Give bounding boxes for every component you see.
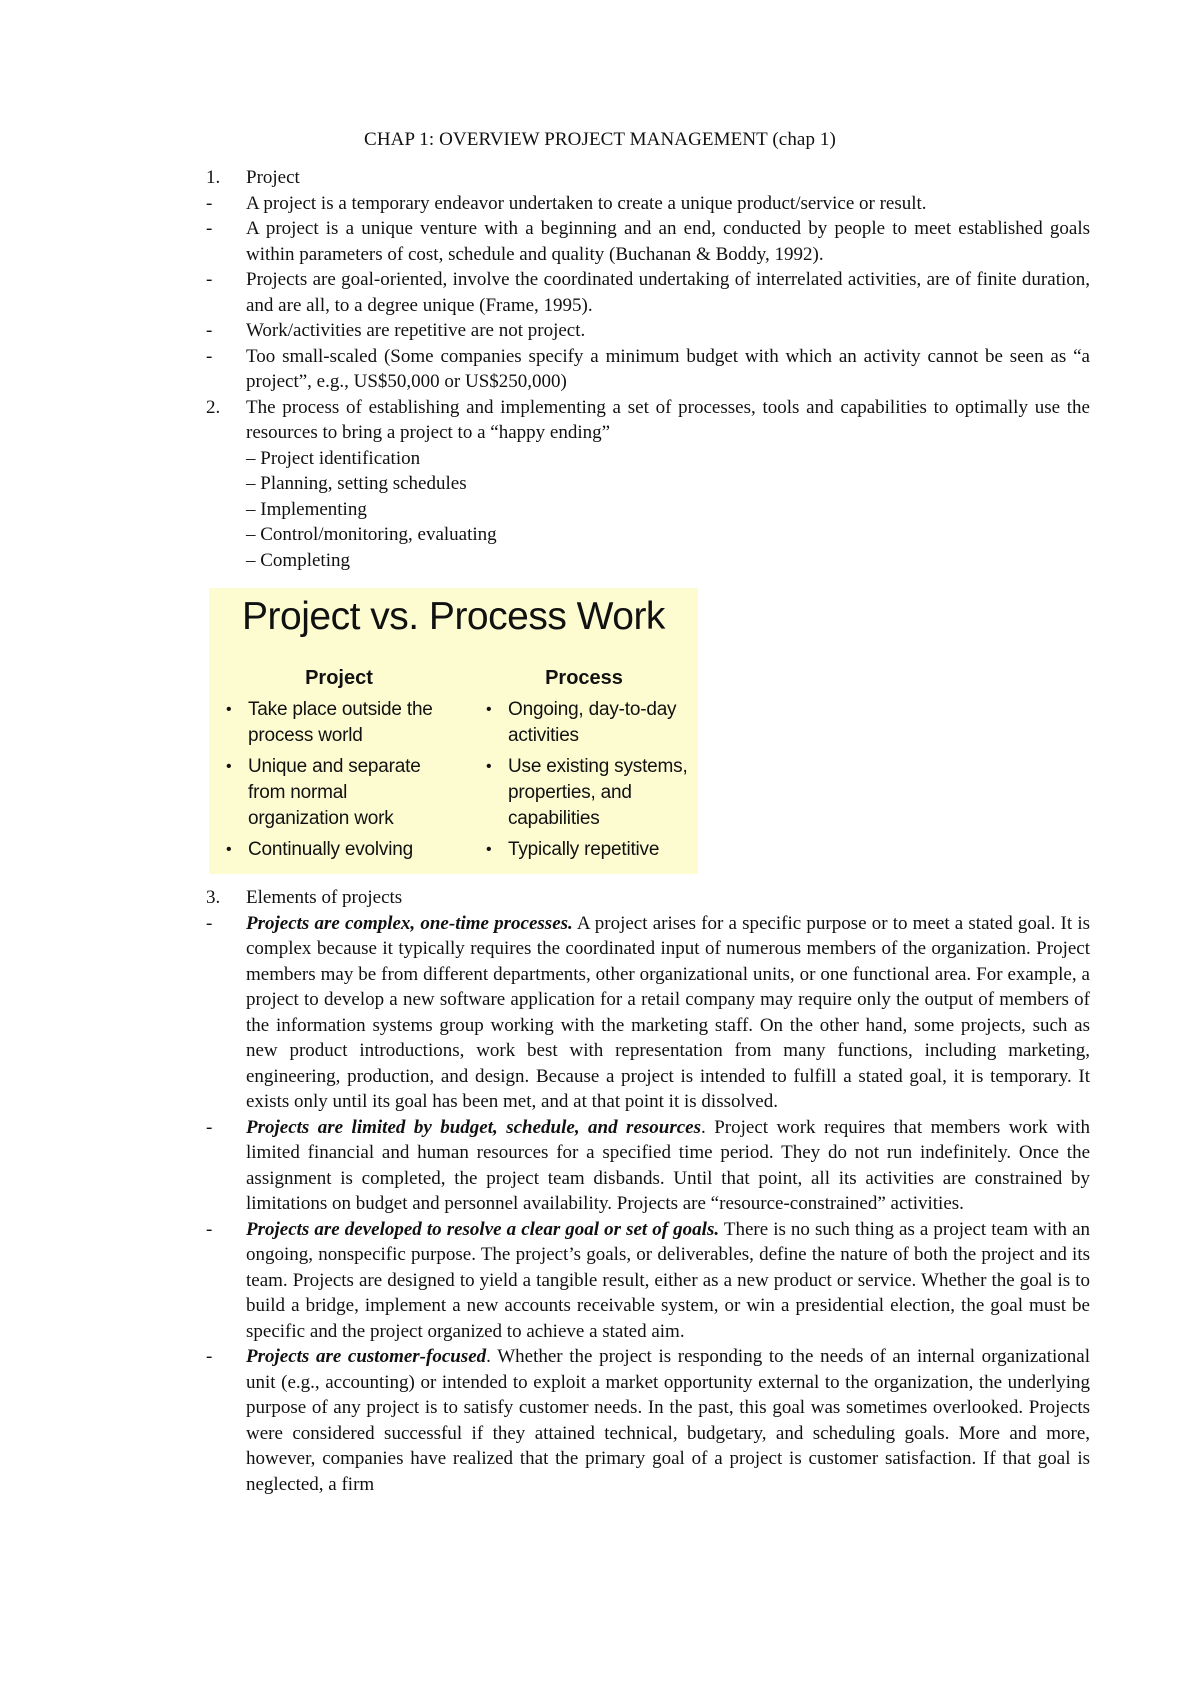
bullet-text: Projects are goal-oriented, involve the coordinated undertaking of interrelated activities, are of finite duration, and are all, to a degree unique (Frame, 1995). [246, 269, 1090, 316]
bullet-text: Work/activities are repetitive are not project. [246, 320, 586, 341]
bullet-dot: • [486, 841, 492, 858]
bullet-dash: - [206, 192, 213, 214]
section-project [206, 165, 1090, 573]
element-lead: Projects are limited by budget, schedule, and resources [246, 1116, 702, 1138]
bullet-dash: - [206, 1218, 213, 1240]
list-item [206, 216, 1090, 267]
bullet-dash: - [206, 320, 213, 341]
process-step: – Planning, setting schedules [246, 473, 467, 494]
process-step: – Completing [246, 549, 350, 571]
list-item [206, 318, 1090, 344]
list-item-text: Typically repetitive [508, 839, 660, 860]
list-item [219, 837, 449, 863]
section-text: The process of establishing and implementing a set of processes, tools and capabilities to optimally use the resources to bring a project to a “happy ending” [246, 396, 1090, 443]
process-column [479, 666, 694, 868]
bullet-dot: • [486, 758, 492, 775]
element-text: A project arises for a specific purpose or to meet a stated goal. It is complex because it typically requires the coordinated input of numerous members of the organization. Project members may be from different departments, other organizational units, or one functional area. For example, a project to develop a new software application for a retail company may require only the output of members of the information systems group working with the marketing staff. On the other hand, some projects, such as new product introductions, work best with representation from many functions, including marketing, engineering, production, and design. Because a project is intended to fulfill a stated goal, it is temporary. It exists only until its goal has been met, and at that point it is dissolved. [246, 912, 1090, 1112]
bullet-dash: - [206, 1346, 213, 1367]
process-step: – Project identification [246, 447, 421, 469]
column-heading: Project [305, 667, 373, 689]
list-number: 1. [206, 167, 221, 188]
section-heading: Elements of projects [246, 887, 403, 908]
project-list [219, 697, 449, 863]
element-lead: Projects are complex, one-time processes. [246, 912, 573, 934]
page-title: CHAP 1: OVERVIEW PROJECT MANAGEMENT (chap 1) [364, 129, 836, 150]
list-item-text: Use existing systems, properties, and capabilities [508, 756, 688, 829]
list-item [219, 697, 449, 749]
list-item-text: Ongoing, day-to-day activities [508, 699, 677, 746]
bullet-dash: - [206, 912, 213, 934]
numbered-item-process [206, 395, 1090, 446]
list-number: 2. [206, 396, 221, 418]
section-elements [206, 885, 1090, 1497]
process-list [479, 697, 694, 863]
list-item-text: Unique and separate from normal organization work [248, 756, 421, 829]
bullet-dash: - [206, 1116, 213, 1138]
list-item [206, 911, 1090, 1115]
list-item-text: Continually evolving [248, 839, 413, 860]
list-item [219, 754, 449, 832]
bullet-dot: • [226, 841, 232, 858]
list-item [479, 697, 694, 749]
figure-title: Project vs. Process Work [242, 595, 665, 638]
bullet-text: A project is a unique venture with a beginning and an end, conducted by people to meet established goals within parameters of cost, schedule and quality (Buchanan & Boddy, 1992). [246, 218, 1090, 265]
project-vs-process-figure [209, 588, 698, 874]
list-item-text: Take place outside the process world [248, 699, 433, 746]
list-item [206, 267, 1090, 318]
list-item [479, 837, 694, 863]
bullet-dash: - [206, 218, 213, 239]
element-text: There is no such thing as a project team with an ongoing, nonspecific purpose. The project’s goals, or deliverables, define the nature of both the project and its team. Projects are designed to yield a tangible result, either as a new product or service. Whether the goal is to build a bridge, implement a new accounts receivable system, or win a presidential election, the goal must be specific and the project organized to achieve a stated aim. [246, 1218, 1090, 1342]
list-number: 3. [206, 887, 221, 908]
process-step: – Implementing [246, 498, 367, 520]
list-item [206, 1217, 1090, 1345]
section-heading: Project [246, 167, 300, 188]
bullet-text: A project is a temporary endeavor undertaken to create a unique product/service or result. [246, 192, 927, 214]
element-lead: Projects are developed to resolve a clear goal or set of goals. [246, 1218, 720, 1240]
list-item [206, 344, 1090, 395]
bullet-dash: - [206, 269, 213, 290]
bullet-dash: - [206, 345, 213, 367]
column-heading: Process [545, 667, 623, 689]
list-item [479, 754, 694, 832]
bullet-dot: • [226, 701, 232, 718]
element-text: . Whether the project is responding to the needs of an internal organizational unit (e.g., accounting) or intended to exploit a market opportunity external to the organization, the underlying purpose of any project is to satisfy customer needs. In the past, this goal was sometimes overlooked. Projects were considered successful if they attained technical, budgetary, and scheduling goals. More and more, however, companies have realized that the primary goal of a project is customer satisfaction. If that goal is neglected, a firm [246, 1346, 1090, 1495]
process-step: – Control/monitoring, evaluating [246, 524, 497, 545]
element-lead: Projects are customer-focused [246, 1346, 487, 1367]
bullet-dot: • [226, 758, 232, 775]
project-column [219, 666, 449, 868]
numbered-item-project [206, 165, 1090, 191]
list-item [206, 1115, 1090, 1217]
list-item [206, 1344, 1090, 1497]
bullet-text: Too small-scaled (Some companies specify a minimum budget with which an activity cannot be seen as “a project”, e.g., US$50,000 or US$250,000) [246, 345, 1090, 392]
element-text: . Project work requires that members work with limited financial and human resources for a specified time period. They do not run indefinitely. Once the assignment is completed, the project team disbands. Until that point, all its activities are constrained by limitations on budget and personnel availability. Projects are “resource-constrained” activities. [246, 1116, 1090, 1214]
bullet-dot: • [486, 701, 492, 718]
numbered-item-elements [206, 885, 1090, 911]
list-item [206, 191, 1090, 217]
